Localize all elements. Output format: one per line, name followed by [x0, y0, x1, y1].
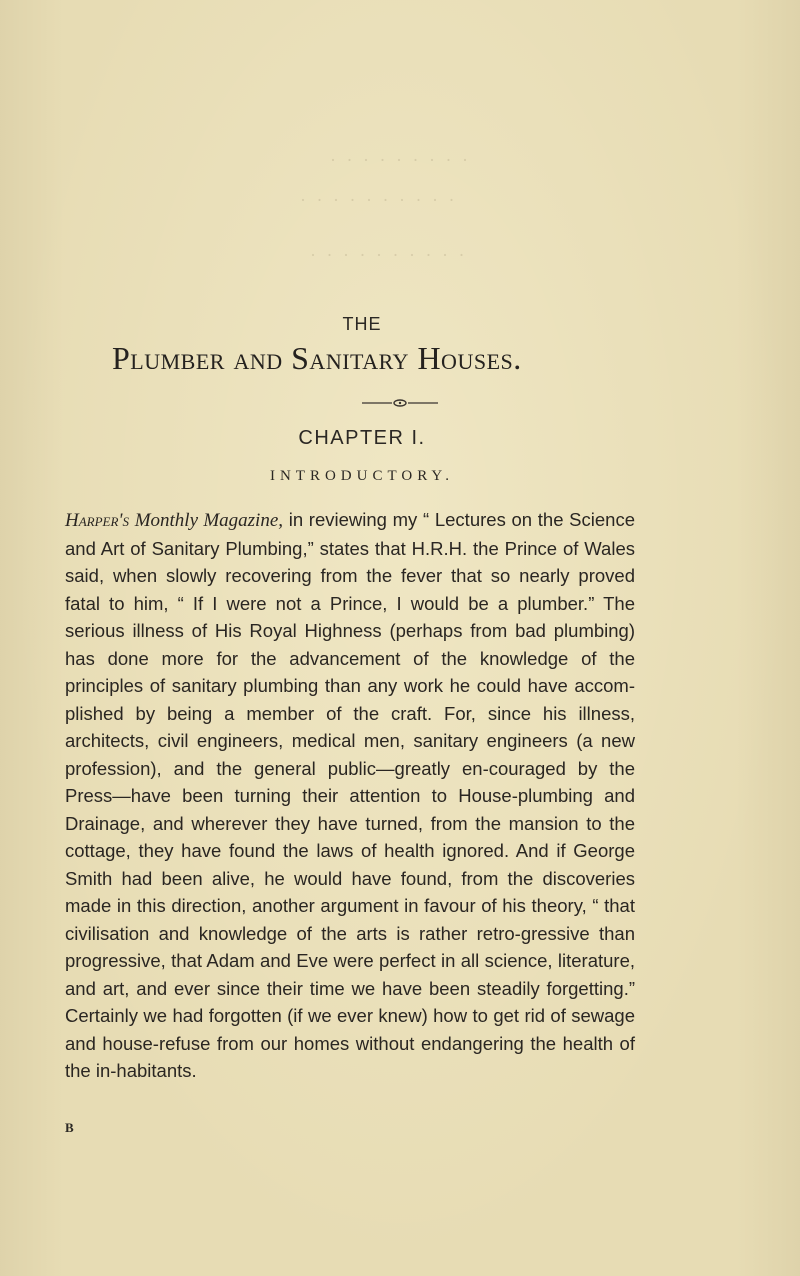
show-through-marks: · · · · · · · · · · [310, 245, 468, 265]
magazine-title: Monthly Magazine, [134, 510, 284, 531]
ornament-divider [360, 397, 440, 409]
body-text: in reviewing my “ Lectures on the Science and Art of Sanitary Plumbing,” states that H.R.H. the Prince of Wales said, when slowly recovering from the fever that so nearly proved fatal to him, “ If I were not a Prince, I would be a plumber.” The serious illness of His Royal Highness (perhaps from bad plumbing) has done more for the advancement of the knowledge of the principles of sanitary plumbing than any work he could have accom-plished by being a member of the craft. For, since his illness, architects, civil engineers, medical men, sanitary engineers (a new profession), and the general public—greatly en-couraged by the Press—have been turning their attention to House-plumbing and Drainage, and wherever they have turned, from the mansion to the cottage, they have found the laws of health ignored. And if George Smith had been alive, he would have found, from the discoveries made in this direction, another argument in favour of his theory, “ that civilisation and knowledge of the arts is rather retro-gressive than progressive, that Adam and Eve were perfect in all science, literature, and art, and ever since their time we have been steadily forgetting.” Certainly we had forgotten (if we ever knew) how to get rid of sewage and house-refuse from our homes without endangering the health of the in-habitants. [65, 509, 636, 1081]
chapter-heading: CHAPTER I. [298, 427, 426, 449]
show-through-marks: · · · · · · · · · · [300, 190, 458, 210]
signature-mark: B [65, 1120, 74, 1135]
book-title: Plumber and Sanitary Houses. [112, 340, 522, 376]
chapter-subtitle: INTRODUCTORY. [269, 468, 455, 484]
show-through-marks: · · · · · · · · · [330, 150, 471, 170]
title-prefix: THE [342, 314, 382, 334]
body-paragraph [65, 506, 635, 1085]
lead-word: Harper's [65, 510, 129, 531]
